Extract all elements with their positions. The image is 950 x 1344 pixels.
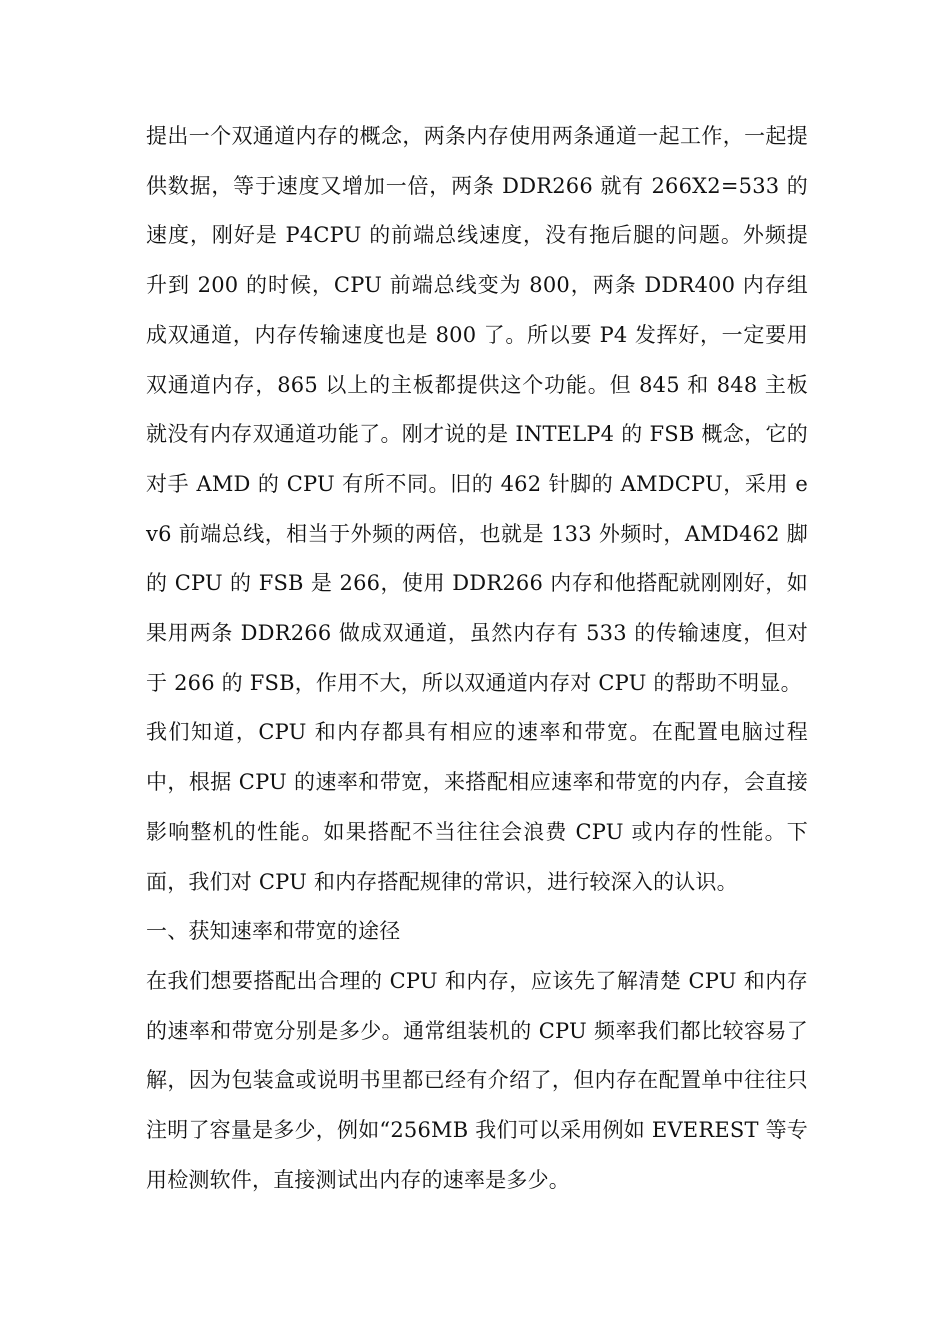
- paragraph-fsb-dual-channel: 提出一个双通道内存的概念，两条内存使用两条通道一起工作，一起提供数据，等于速度又增加一倍，两条 DDR266 就有 266X2=533 的速度，刚好是 P4CPU 的前端总线速度，没有拖后腿的问题。外频提升到 200 的时候，CPU 前端总线变为 800，两条 DDR400 内存组成双通道，内存传输速度也是 800 了。所以要 P4 发挥好，一定要用双通道内存，865 以上的主板都提供这个功能。但 845 和 848 主板就没有内存双通道功能了。刚才说的是 INTELP4 的 FSB 概念，它的对手 AMD 的 CPU 有所不同。旧的 462 针脚的 AMDCPU，采用 ev6 前端总线，相当于外频的两倍，也就是 133 外频时，AMD462 脚的 CPU 的 FSB 是 266，使用 DDR266 内存和他搭配就刚刚好，如果用两条 DDR266 做成双通道，虽然内存有 533 的传输速度，但对于 266 的 FSB，作用不大，所以双通道内存对 CPU 的帮助不明显。: [146, 124, 808, 695]
- section-heading: 一、获知速率和带宽的途径: [146, 919, 401, 944]
- paragraph-cpu-memory-matching: 我们知道，CPU 和内存都具有相应的速率和带宽。在配置电脑过程中，根据 CPU 的速率和带宽，来搭配相应速率和带宽的内存，会直接影响整机的性能。如果搭配不当往往会浪费 CPU 或内存的性能。下面，我们对 CPU 和内存搭配规律的常识，进行较深入的认识。: [146, 720, 808, 894]
- paragraph-speed-bandwidth: 在我们想要搭配出合理的 CPU 和内存，应该先了解清楚 CPU 和内存的速率和带宽分别是多少。通常组装机的 CPU 频率我们都比较容易了解，因为包装盒或说明书里都已经有介绍了，但内存在配置单中往往只注明了容量是多少，例如“256MB 我们可以采用例如 EVEREST 等专用检测软件，直接测试出内存的速率是多少。: [146, 968, 808, 1192]
